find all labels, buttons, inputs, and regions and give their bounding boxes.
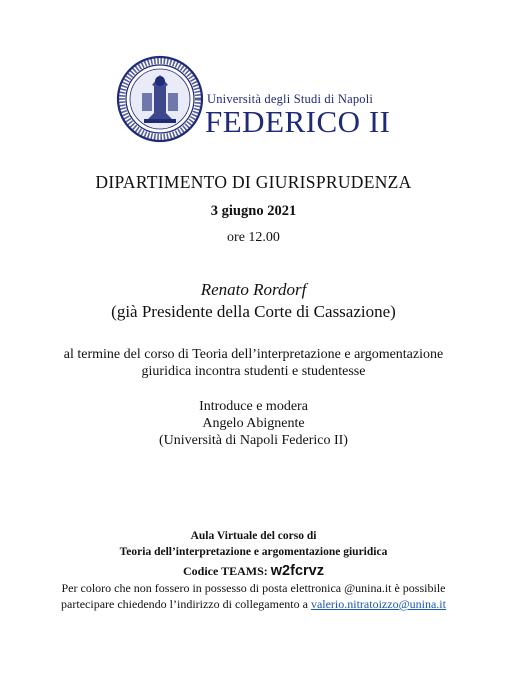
moderator-intro: Introduce e modera — [199, 399, 308, 414]
moderator-name: Angelo Abignente — [202, 416, 305, 431]
teams-label: Codice TEAMS: — [183, 564, 268, 578]
access-note — [0, 597, 507, 612]
event-date: 3 giugno 2021 — [210, 203, 297, 219]
speaker-name: Renato Rordorf — [200, 280, 307, 299]
teams-code-line — [0, 563, 507, 579]
university-name: Università degli Studi di Napoli — [207, 92, 374, 106]
department-title: DIPARTIMENTO DI GIURISPRUDENZA — [95, 172, 412, 192]
contact-email-link[interactable]: valerio.nitratoizzo@unina.it — [310, 597, 446, 611]
event-time: ore 12.00 — [227, 230, 280, 245]
access-note: Per coloro che non fossero in possesso di posta elettronica @unina.it è possibile — [61, 581, 446, 595]
university-brand: FEDERICO II — [205, 104, 391, 139]
description-line: al termine del corso di Teoria dell’interpretazione e argomentazione — [63, 347, 444, 362]
teams-code: w2fcrvz — [270, 563, 324, 579]
description-line: giuridica incontra studenti e studentesse — [141, 364, 366, 379]
university-seal-icon — [116, 55, 204, 143]
moderator-affiliation: (Università di Napoli Federico II) — [159, 433, 348, 448]
aula-title: Aula Virtuale del corso di — [190, 530, 317, 542]
speaker-role: (già Presidente della Corte di Cassazione) — [111, 302, 396, 321]
course-title: Teoria dell’interpretazione e argomentazione giuridica — [119, 546, 388, 558]
access-note-text: partecipare chiedendo l’indirizzo di collegamento a — [61, 597, 308, 611]
